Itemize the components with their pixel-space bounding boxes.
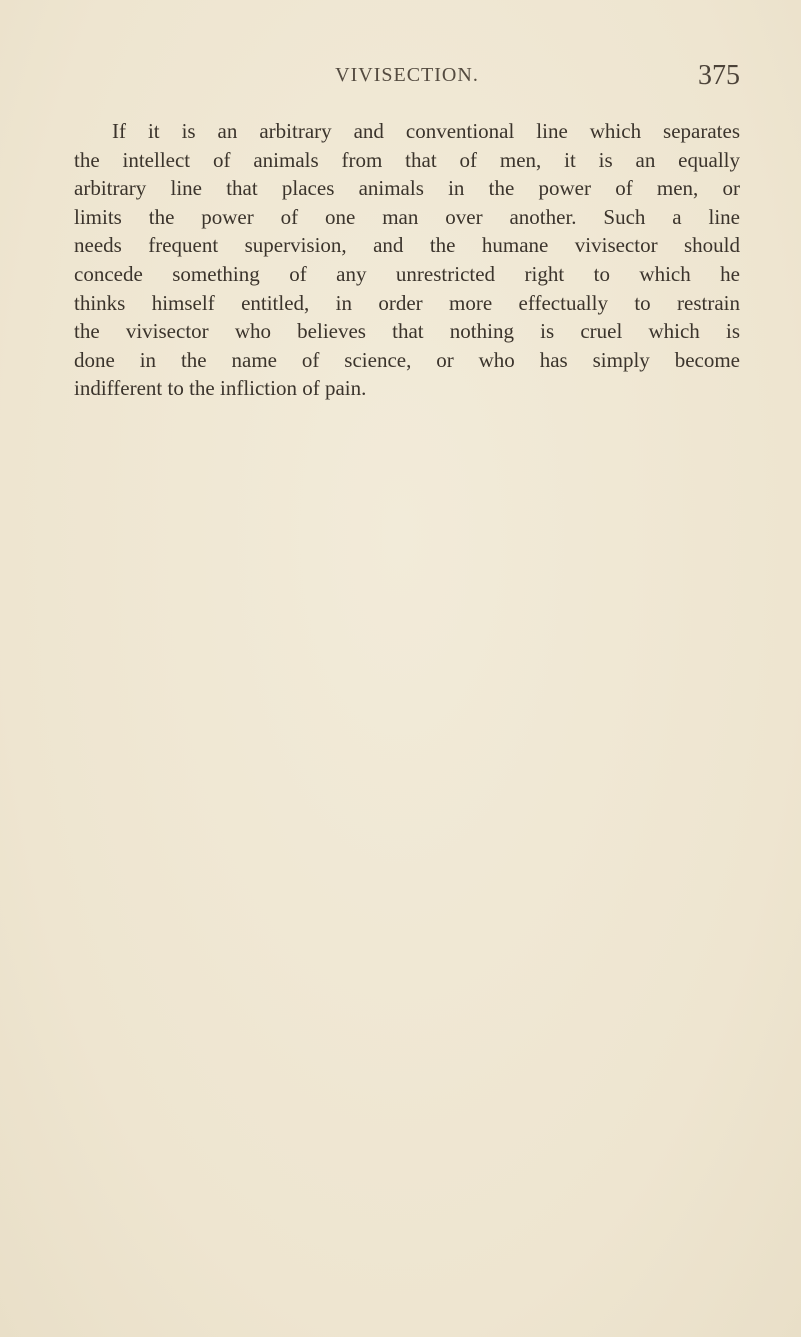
paragraph xyxy=(74,117,740,403)
paragraph-line: limits the power of one man over another. Such a line xyxy=(74,204,740,229)
paragraph-line: If it is an arbitrary and conventional line which separates xyxy=(112,119,740,143)
paragraph-line: thinks himself entitled, in order more effectually to restrain xyxy=(74,290,740,315)
running-title: VIVISECTION. xyxy=(335,64,479,86)
paragraph-line: done in the name of science, or who has simply become xyxy=(74,347,740,372)
paragraph-line: arbitrary line that places animals in the power of men, or xyxy=(74,176,740,201)
paragraph-line: the intellect of animals from that of men, it is an equally xyxy=(74,147,740,172)
paragraph-line: concede something of any unrestricted right to which he xyxy=(74,261,740,286)
running-head xyxy=(74,60,740,94)
paragraph-line: the vivisector who believes that nothing is cruel which is xyxy=(74,319,740,344)
page-number: 375 xyxy=(698,60,740,91)
paragraph-line: indifferent to the infliction of pain. xyxy=(74,376,367,401)
paragraph-line: needs frequent supervision, and the humane vivisector should xyxy=(74,233,740,258)
